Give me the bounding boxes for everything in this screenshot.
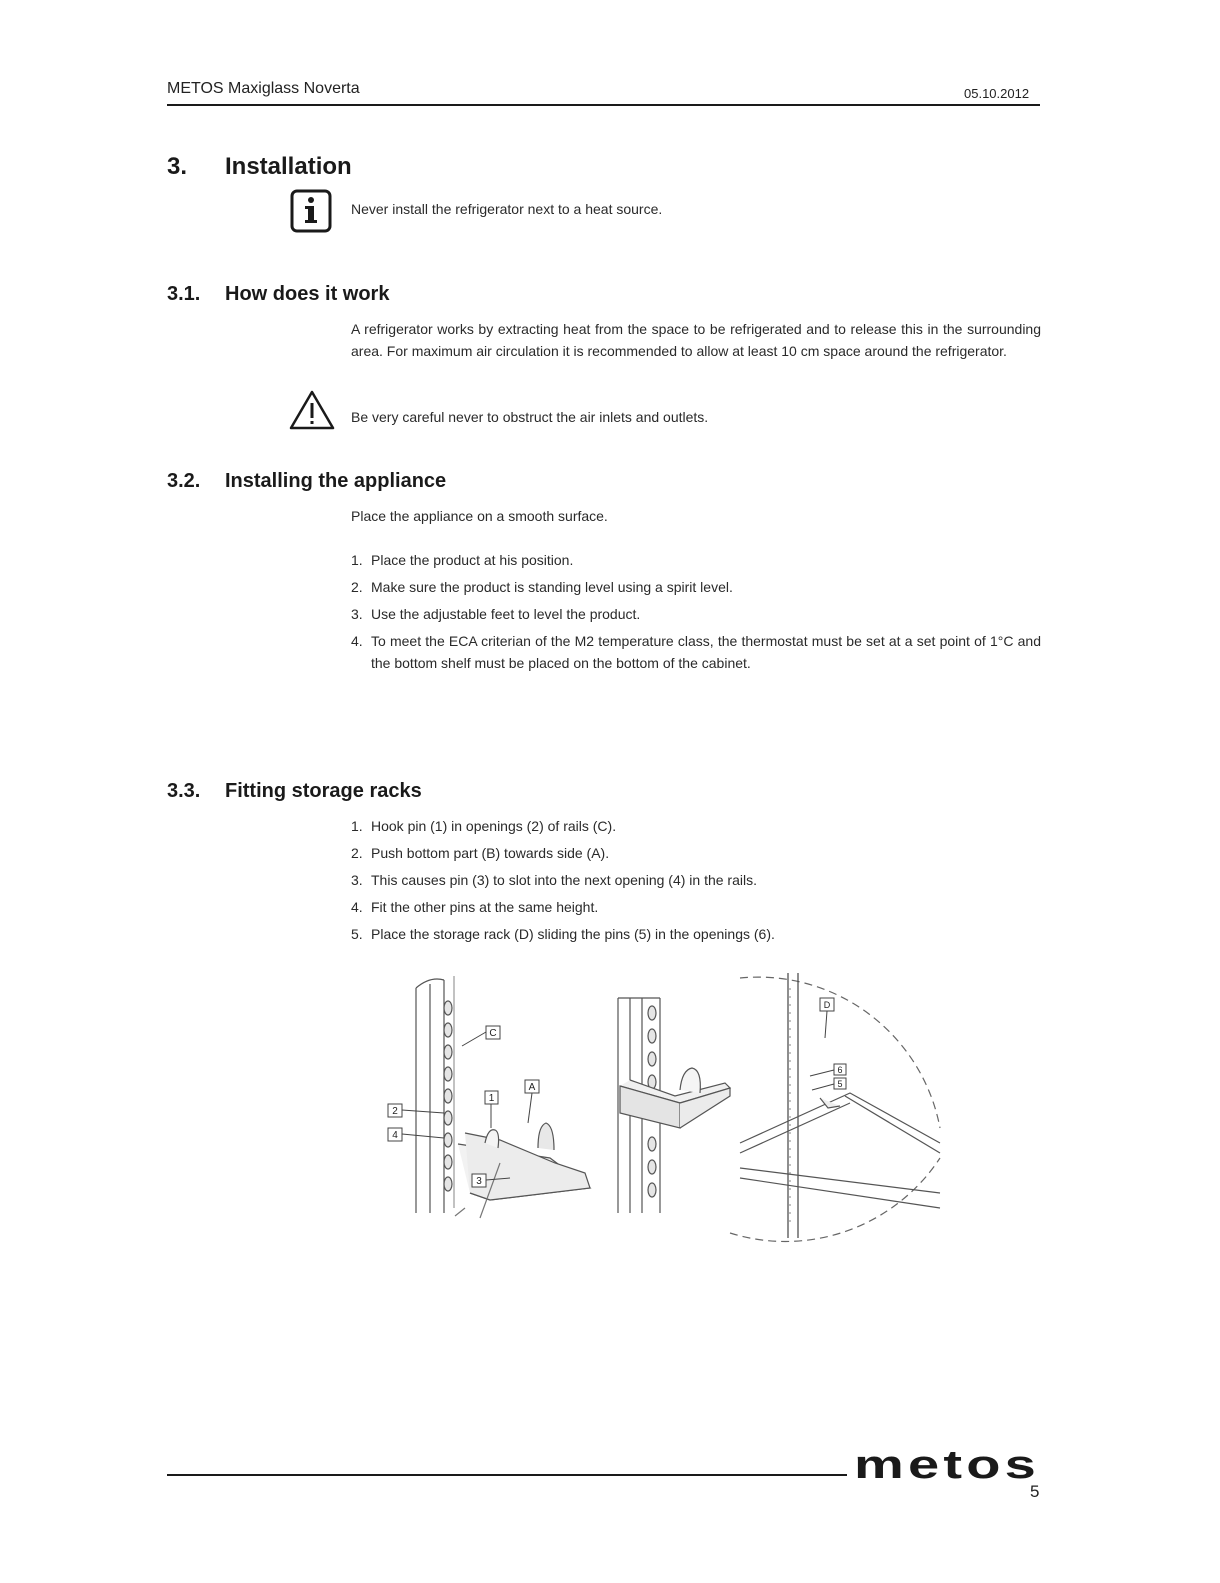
callout-1: 1 (488, 1093, 495, 1104)
metos-logo (853, 1448, 1041, 1482)
heat-source-note: Never install the refrigerator next to a heat source. (351, 201, 663, 217)
list-text: Push bottom part (B) towards side (A). (371, 845, 610, 861)
installing-steps (351, 549, 1041, 679)
section-number: 3.3. (167, 780, 201, 802)
list-item (351, 923, 1041, 945)
section-title: Installation (225, 153, 352, 180)
storage-rack-illustration (380, 968, 950, 1243)
section-title: How does it work (225, 283, 390, 305)
list-text: To meet the ECA criterian of the M2 temperature class, the thermostat must be set at a set point of 1°C and the bottom shelf must be placed on the bottom of the cabinet. (371, 633, 1041, 671)
list-number: 3. (351, 606, 363, 622)
list-item (351, 630, 1041, 674)
section-3-2-heading (167, 470, 446, 493)
list-item (351, 869, 1041, 891)
how-it-works-paragraph: A refrigerator works by extracting heat from the space to be refrigerated and to release this in the surrounding area. For maximum air circulation it is recommended to allow at least 10 cm space around the refrigerator. (351, 321, 1041, 359)
figure-callouts-right (810, 998, 846, 1090)
section-title: Fitting storage racks (225, 780, 422, 802)
air-inlets-warning: Be very careful never to obstruct the air inlets and outlets. (351, 409, 709, 425)
rack-zoom-detail (730, 973, 940, 1241)
page-number: 5 (1030, 1482, 1040, 1501)
callout-5: 5 (837, 1079, 843, 1089)
section-number: 3.2. (167, 470, 201, 492)
callout-d: D (823, 1000, 831, 1010)
list-text: Place the product at his position. (371, 552, 574, 568)
list-number: 1. (351, 818, 363, 834)
list-item (351, 549, 1041, 571)
list-item (351, 603, 1041, 625)
list-number: 4. (351, 633, 363, 649)
rail-detail-middle (618, 998, 730, 1213)
list-text: Hook pin (1) in openings (2) of rails (C). (371, 818, 617, 834)
info-icon (290, 189, 332, 233)
callout-2: 2 (392, 1106, 398, 1117)
section-3-3-heading (167, 780, 422, 803)
section-number: 3. (167, 153, 188, 180)
list-text: Fit the other pins at the same height. (371, 899, 599, 915)
header-rule (167, 104, 1040, 106)
warning-icon (289, 389, 335, 431)
callout-3: 3 (476, 1176, 482, 1187)
svg-text:metos: metos (854, 1448, 1040, 1482)
installing-intro: Place the appliance on a smooth surface. (351, 508, 608, 524)
list-number: 2. (351, 845, 363, 861)
callout-6: 6 (837, 1065, 843, 1075)
list-text: This causes pin (3) to slot into the next opening (4) in the rails. (371, 872, 757, 888)
list-number: 2. (351, 579, 363, 595)
list-item (351, 896, 1041, 918)
callout-4: 4 (392, 1130, 398, 1141)
list-number: 3. (351, 872, 363, 888)
section-3-1-heading (167, 283, 389, 306)
list-number: 5. (351, 926, 363, 942)
list-number: 4. (351, 899, 363, 915)
list-text: Use the adjustable feet to level the product. (371, 606, 641, 622)
document-title: METOS Maxiglass Noverta (167, 80, 360, 97)
callout-c: C (489, 1028, 497, 1039)
list-text: Make sure the product is standing level using a spirit level. (371, 579, 733, 595)
rail-detail-left (416, 976, 590, 1218)
list-item (351, 576, 1041, 598)
callout-a: A (528, 1082, 536, 1093)
list-item (351, 815, 1041, 837)
section-title: Installing the appliance (225, 470, 447, 492)
document-date: 05.10.2012 (964, 86, 1030, 101)
footer-rule (167, 1474, 847, 1476)
section-3-heading (167, 153, 352, 181)
list-text: Place the storage rack (D) sliding the pins (5) in the openings (6). (371, 926, 775, 942)
storage-rack-steps (351, 815, 1041, 950)
section-number: 3.1. (167, 283, 201, 305)
list-number: 1. (351, 552, 363, 568)
list-item (351, 842, 1041, 864)
